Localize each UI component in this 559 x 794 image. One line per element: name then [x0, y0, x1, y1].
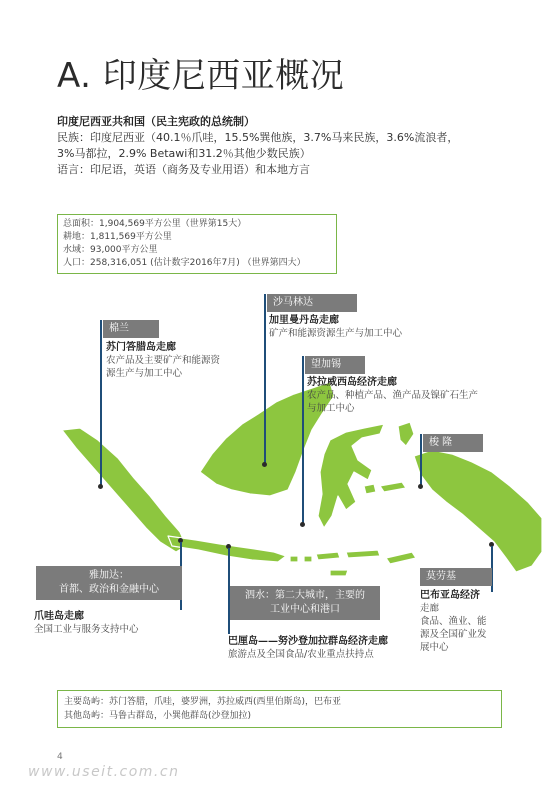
- ethnicity-line: 民族：印度尼西亚（40.1％爪哇，15.5%巽他族，3.7%马来民族，3.6%流浪者，: [57, 131, 459, 144]
- java-island: [168, 536, 286, 562]
- watermark: www.useit.com.cn: [28, 764, 180, 780]
- papua-corridor-desc-2: 食品、渔业、能: [420, 616, 487, 627]
- country-name-line: 印度尼西亚共和国（民主宪政的总统制）: [57, 115, 255, 128]
- surabaya-tag-line2: 工业中心和港口: [270, 604, 340, 615]
- jakarta-tag-line2: 首都、政治和金融中心: [59, 584, 159, 595]
- sumatra-corridor-title: 苏门答腊岛走廊: [106, 342, 176, 353]
- sorong-dot: [418, 484, 423, 489]
- sorong-tag: 梭 隆: [423, 434, 483, 452]
- medan-dot: [98, 484, 103, 489]
- surabaya-tag: [230, 586, 380, 620]
- timor-island: [386, 552, 416, 564]
- java-corridor-title: 爪哇岛走廊: [34, 611, 84, 622]
- sorong-line: [420, 434, 422, 486]
- ethnicity-line-cont: 3%马都拉，2.9% Betawi和31.2％其他少数民族）: [57, 147, 311, 160]
- sulawesi-corridor-title: 苏拉威西岛经济走廊: [307, 377, 397, 388]
- sulawesi-island: [318, 424, 384, 528]
- kalimantan-corridor-desc: 矿产和能源资源生产与加工中心: [269, 328, 403, 339]
- sumatra-corridor-desc: 农产品及主要矿产和能源资: [106, 355, 221, 366]
- page-title: A. 印度尼西亚概况: [57, 56, 345, 96]
- makassar-tag: 望加锡: [305, 356, 365, 374]
- surabaya-tag-line1: 泗水：第二大城市，主要的: [245, 590, 365, 601]
- sumbawa-island: [316, 552, 340, 560]
- seram-island: [380, 482, 406, 492]
- main-islands: 主要岛屿：苏门答腊，爪哇，婆罗洲，苏拉威西(西里伯斯岛)，巴布亚: [64, 697, 342, 707]
- halmahera-island: [398, 422, 414, 446]
- bali-corridor-title: 巴厘岛——努沙登加拉群岛经济走廊: [228, 636, 388, 647]
- papua-corridor-title: 巴布亚岛经济: [420, 590, 480, 601]
- sumatra-corridor-desc-cont: 源生产与加工中心: [106, 368, 183, 379]
- flores-island: [346, 550, 380, 558]
- sumatra-island: [62, 428, 186, 552]
- other-islands: 其他岛屿：马鲁古群岛，小巽他群岛(沙登加拉): [64, 711, 252, 721]
- sulawesi-corridor-desc-cont: 与加工中心: [307, 403, 355, 414]
- samarinda-line: [264, 294, 266, 464]
- makassar-dot: [300, 522, 305, 527]
- merauke-tag: 莫劳基: [420, 568, 492, 586]
- page-number: 4: [57, 752, 63, 762]
- jakarta-tag: [36, 566, 182, 600]
- sulawesi-corridor-desc: 农产品、种植产品、渔产品及镍矿石生产: [307, 390, 479, 401]
- arable-land: 耕地：1,811,569平方公里: [63, 232, 172, 242]
- makassar-line: [302, 356, 304, 524]
- buru-island: [364, 484, 376, 494]
- jakarta-tag-line1: 雅加达：: [89, 570, 129, 581]
- language-line: 语言：印尼语，英语（商务及专业用语）和本地方言: [57, 163, 310, 176]
- water-area: 水域：93,000平方公里: [63, 245, 158, 255]
- population: 人口：258,316,051 (估计数字2016年7月) （世界第四大）: [63, 258, 306, 268]
- samarinda-dot: [262, 462, 267, 467]
- kalimantan-corridor-title: 加里曼丹岛走廊: [269, 315, 339, 326]
- islands-box: [57, 690, 502, 728]
- lombok-island: [304, 556, 312, 562]
- sumba-island: [330, 570, 348, 576]
- papua-corridor-desc-4: 展中心: [420, 642, 449, 653]
- total-area: 总面积：1,904,569平方公里（世界第15大）: [63, 219, 247, 229]
- statistics-box: [57, 214, 337, 274]
- papua-island: [414, 450, 542, 572]
- medan-line: [100, 320, 102, 486]
- samarinda-tag: 沙马林达: [267, 294, 357, 312]
- medan-tag: 棉兰: [103, 320, 159, 338]
- java-corridor-desc: 全国工业与服务支持中心: [34, 624, 139, 635]
- bali-corridor-desc: 旅游点及全国食品/农业重点扶持点: [228, 649, 374, 660]
- papua-corridor-desc: 走廊: [420, 603, 440, 614]
- indonesia-map: [0, 290, 559, 680]
- papua-corridor-desc-3: 源及全国矿业发: [420, 629, 487, 640]
- bali-island: [290, 556, 298, 562]
